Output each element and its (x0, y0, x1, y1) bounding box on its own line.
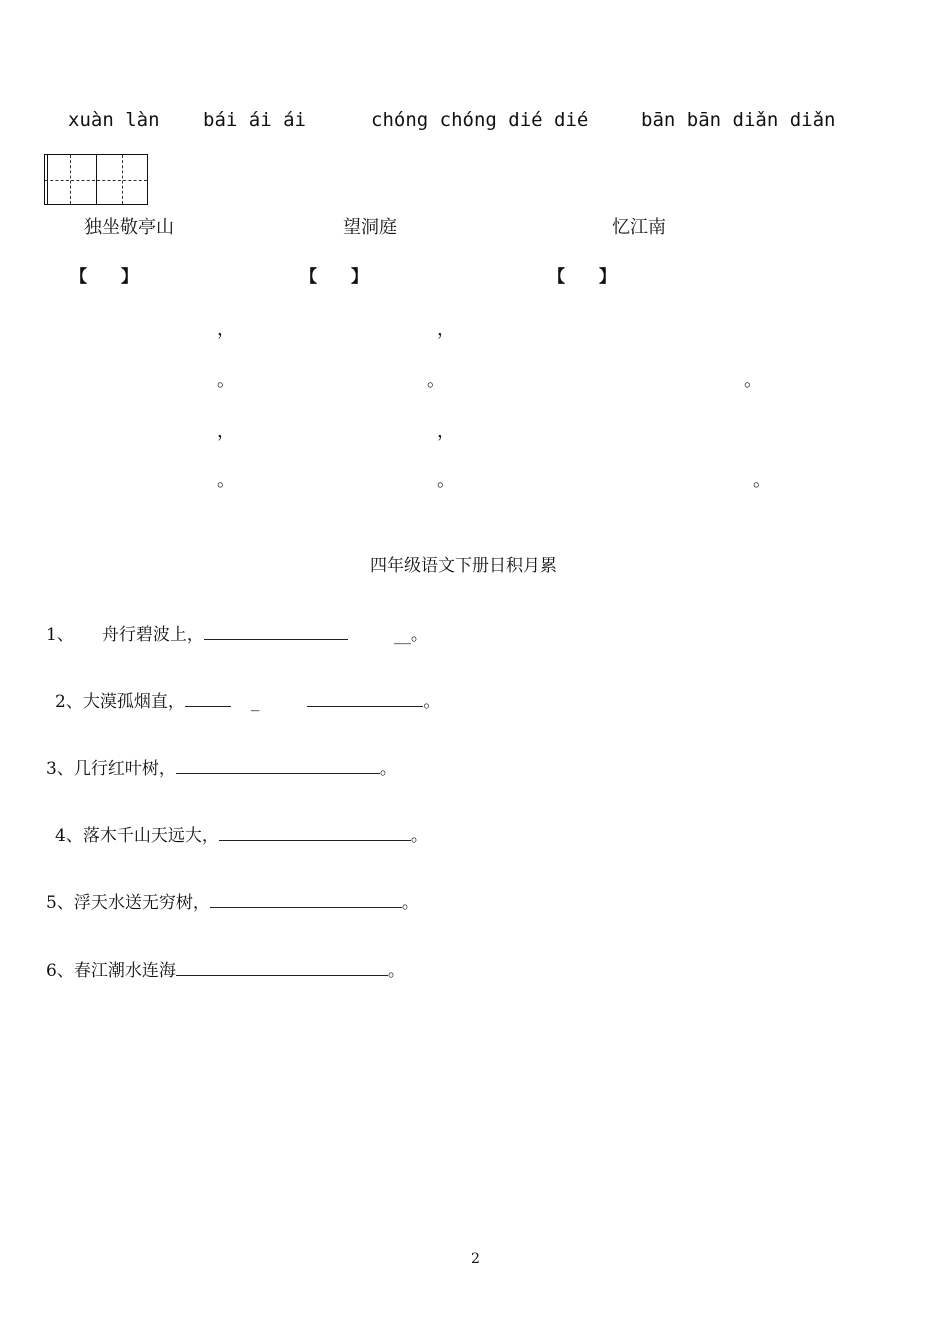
poem2-period: 。 (437, 470, 455, 491)
poem2-comma: ， (437, 319, 455, 340)
poem3-period: 。 (753, 470, 771, 491)
question-end: 。 (379, 759, 397, 779)
question-text: 大漠孤烟直， (82, 692, 185, 712)
answer-blank[interactable] (185, 692, 231, 707)
poem1-period: 。 (217, 470, 235, 491)
answer-blank[interactable] (210, 893, 402, 908)
question-4 (55, 821, 428, 846)
poem1-period: 。 (217, 370, 235, 391)
question-mark: _ (250, 692, 260, 712)
section-title: 四年级语文下册日积月累 (370, 556, 557, 576)
writing-grid[interactable] (44, 154, 148, 205)
question-number: 5、 (46, 893, 74, 913)
pinyin-2: bái ái ái (203, 109, 306, 131)
poem2-comma: ， (437, 421, 455, 442)
question-1 (46, 620, 428, 645)
question-number: 3、 (46, 759, 74, 779)
question-text: 浮天水送无穷树， (73, 893, 210, 913)
answer-blank[interactable] (219, 826, 411, 841)
answer-blank[interactable] (176, 961, 388, 976)
poem-title-3: 忆江南 (612, 217, 666, 238)
question-text: 几行红叶树， (73, 759, 176, 779)
question-6 (46, 956, 405, 981)
question-end: __。 (393, 625, 428, 645)
question-end: 。 (401, 893, 419, 913)
question-text: 舟行碧波上， (101, 625, 204, 645)
question-number: 1、 (46, 625, 74, 645)
author-blank-2[interactable]: 【 】 (300, 267, 368, 287)
grid-cell[interactable] (45, 155, 95, 204)
poem-title-2: 望洞庭 (343, 217, 397, 238)
author-blank-1[interactable]: 【 】 (70, 267, 138, 287)
answer-blank[interactable] (176, 759, 380, 774)
poem1-comma: ， (217, 421, 235, 442)
poem3-period: 。 (744, 370, 762, 391)
author-blank-3[interactable]: 【 】 (548, 267, 616, 287)
poem-title-1: 独坐敬亭山 (84, 217, 174, 238)
page-number: 2 (471, 1251, 480, 1267)
question-end: 。 (423, 692, 441, 712)
answer-blank[interactable] (307, 692, 423, 707)
question-3 (46, 754, 397, 779)
poem1-comma: ， (217, 319, 235, 340)
poem2-period: 。 (427, 370, 445, 391)
pinyin-3: chóng chóng dié dié (371, 109, 589, 131)
question-number: 2、 (55, 692, 83, 712)
pinyin-4: bān bān diǎn diǎn (641, 109, 836, 131)
question-number: 4、 (55, 826, 83, 846)
question-text: 春江潮水连海 (73, 961, 176, 981)
question-5 (46, 888, 419, 913)
question-text: 落木千山天远大， (82, 826, 219, 846)
grid-cell[interactable] (96, 155, 147, 204)
question-2 (55, 687, 440, 712)
question-end: 。 (387, 961, 405, 981)
question-end: 。 (410, 826, 428, 846)
answer-blank[interactable] (204, 625, 348, 640)
pinyin-1: xuàn làn (68, 109, 160, 131)
question-number: 6、 (46, 961, 74, 981)
